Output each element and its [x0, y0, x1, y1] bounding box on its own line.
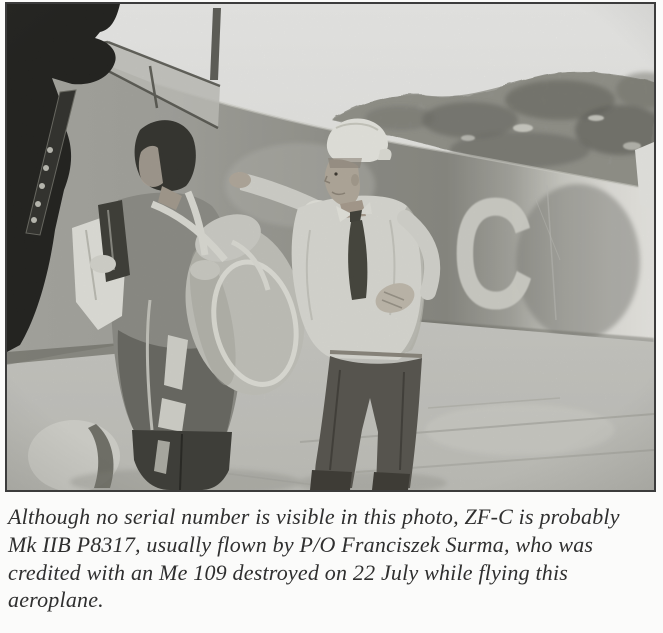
caption-line: Mk IIB P8317, usually flown by P/O Franciszek Surma, who was	[8, 531, 594, 557]
caption-line: aeroplane.	[8, 587, 104, 613]
caption-line: credited with an Me 109 destroyed on 22 July while flying this	[8, 559, 569, 585]
photo-caption	[8, 503, 660, 614]
caption-line: Although no serial number is visible in this photo, ZF-C is probably	[8, 504, 620, 529]
vignette	[7, 4, 654, 490]
photo	[5, 2, 656, 492]
photo-illustration	[7, 4, 654, 490]
